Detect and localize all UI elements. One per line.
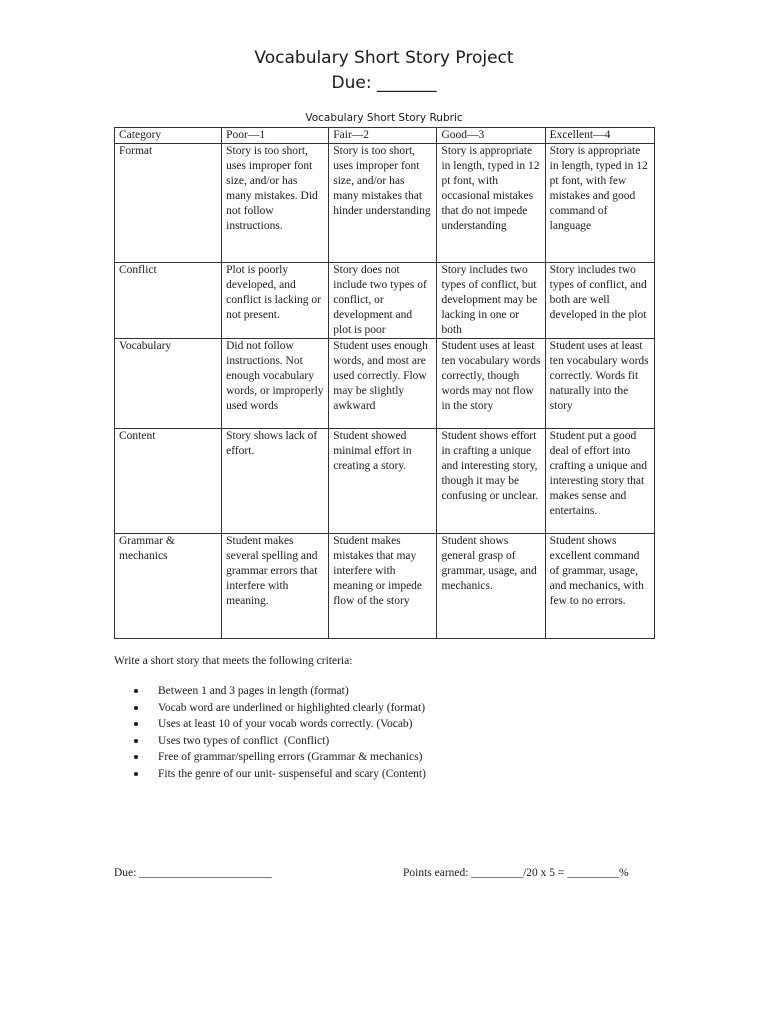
table-cell: Did not follow instructions. Not enough vocabulary words, or improperly used words <box>222 339 329 429</box>
bullet-icon <box>134 706 138 710</box>
rubric-title: Vocabulary Short Story Rubric <box>305 112 463 124</box>
table-cell: Student showed minimal effort in creating a story. <box>329 429 437 534</box>
table-row <box>115 339 655 429</box>
table-cell: Story does not include two types of conflict, or development and plot is poor <box>329 263 437 339</box>
criteria-item-text: Between 1 and 3 pages in length (format) <box>158 685 349 697</box>
column-header-poor: Poor—1 <box>222 128 329 144</box>
row-category-format: Format <box>115 144 222 263</box>
rubric-table <box>114 127 655 639</box>
criteria-intro: Write a short story that meets the following criteria: <box>114 655 353 667</box>
points-earned-field: Points earned: _________/20 x 5 = _________% <box>403 867 629 879</box>
table-cell: Student shows excellent command of grammar, usage, and mechanics, with few to no errors. <box>545 534 654 639</box>
row-category-content: Content <box>115 429 222 534</box>
row-category-conflict: Conflict <box>115 263 222 339</box>
table-cell: Student shows general grasp of grammar, usage, and mechanics. <box>437 534 545 639</box>
table-cell: Plot is poorly developed, and conflict is lacking or not present. <box>222 263 329 339</box>
due-field: Due: _______________________ <box>114 867 272 879</box>
table-row <box>115 263 655 339</box>
criteria-item-text: Uses at least 10 of your vocab words correctly. (Vocab) <box>158 718 413 730</box>
bullet-icon <box>134 689 138 693</box>
bullet-icon <box>134 755 138 759</box>
criteria-item-text: Uses two types of conflict (Conflict) <box>158 734 330 747</box>
row-category-vocabulary: Vocabulary <box>115 339 222 429</box>
bullet-icon <box>134 772 138 776</box>
table-cell: Story shows lack of effort. <box>222 429 329 534</box>
row-category-grammar: Grammar & mechanics <box>115 534 222 639</box>
column-header-good: Good—3 <box>437 128 545 144</box>
criteria-item-text: Vocab word are underlined or highlighted clearly (format) <box>158 701 426 714</box>
table-cell: Story includes two types of conflict, but development may be lacking in one or both <box>437 263 545 339</box>
table-cell: Student put a good deal of effort into crafting a unique and interesting story that makes sense and entertains. <box>545 429 654 534</box>
table-cell: Story includes two types of conflict, and both are well developed in the plot <box>545 263 654 339</box>
table-cell: Story is too short, uses improper font size, and/or has many mistakes. Did not follow instructions. <box>222 144 329 263</box>
bullet-icon <box>134 739 138 743</box>
column-header-fair: Fair—2 <box>329 128 437 144</box>
table-cell: Student shows effort in crafting a unique and interesting story, though it may be confusing or unclear. <box>437 429 545 534</box>
page-title: Vocabulary Short Story Project <box>254 48 514 68</box>
table-cell: Student makes mistakes that may interfere with meaning or impede flow of the story <box>329 534 437 639</box>
criteria-item-text: Fits the genre of our unit- suspenseful and scary (Content) <box>158 767 426 780</box>
table-cell: Story is too short, uses improper font size, and/or has many mistakes that hinder understanding <box>329 144 437 263</box>
table-cell: Student uses at least ten vocabulary words correctly, though words may not flow in the story <box>437 339 545 429</box>
due-date-line: Due: _______ <box>331 73 437 93</box>
list-item <box>134 683 426 700</box>
bullet-icon <box>134 722 138 726</box>
table-cell: Student uses at least ten vocabulary words correctly. Words fit naturally into the story <box>545 339 654 429</box>
criteria-list <box>134 683 426 782</box>
table-row <box>115 429 655 534</box>
table-cell: Student makes several spelling and grammar errors that interfere with meaning. <box>222 534 329 639</box>
list-item <box>134 716 426 733</box>
list-item <box>134 733 426 750</box>
column-header-excellent: Excellent—4 <box>545 128 654 144</box>
list-item <box>134 766 426 783</box>
rubric-header-row <box>115 128 655 144</box>
list-item <box>134 749 426 766</box>
table-row <box>115 144 655 263</box>
table-cell: Story is appropriate in length, typed in 12 pt font, with occasional mistakes that do not impede understanding <box>437 144 545 263</box>
list-item <box>134 700 426 717</box>
criteria-item-text: Free of grammar/spelling errors (Grammar & mechanics) <box>158 751 423 763</box>
column-header-category: Category <box>115 128 222 144</box>
table-cell: Story is appropriate in length, typed in 12 pt font, with few mistakes and good command of language <box>545 144 654 263</box>
table-cell: Student uses enough words, and most are used correctly. Flow may be slightly awkward <box>329 339 437 429</box>
table-row <box>115 534 655 639</box>
